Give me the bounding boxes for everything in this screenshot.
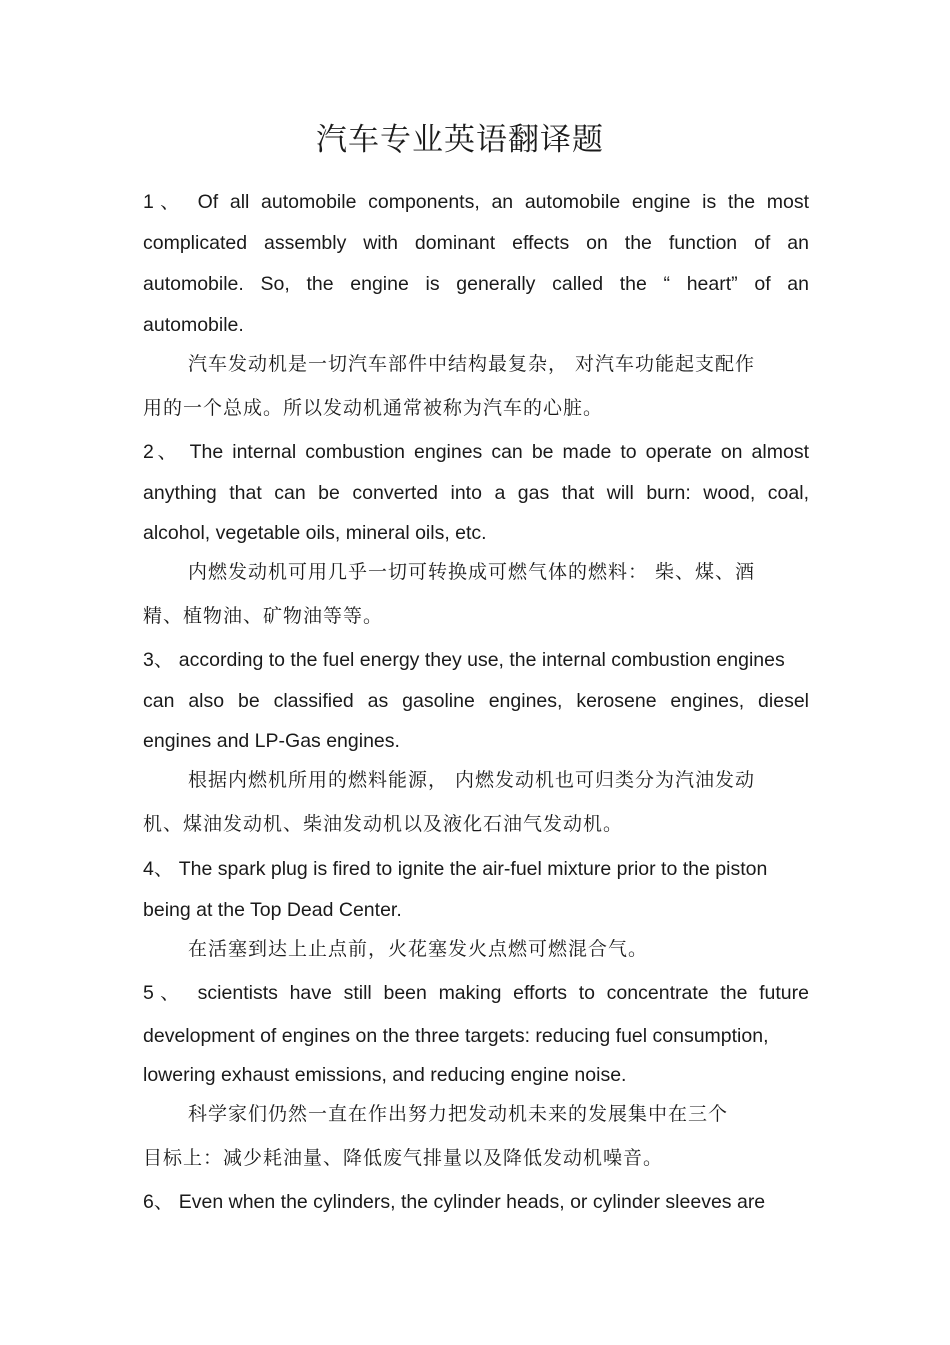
- item-3-english-line-1: 3、 according to the fuel energy they use, the internal combustion engines: [143, 649, 785, 671]
- item-6-english-line-1: 6、 Even when the cylinders, the cylinder heads, or cylinder sleeves are: [143, 1191, 766, 1213]
- item-5-english-line-1: 5、 scientists have still been making efforts to concentrate the future: [143, 982, 809, 1004]
- item-3-chinese-line-1: 根据内燃机所用的燃料能源， 内燃发动机也可归类分为汽油发动: [188, 769, 756, 791]
- item-2-english-line-3: alcohol, vegetable oils, mineral oils, etc.: [143, 522, 487, 544]
- item-5-english-line-2: development of engines on the three targets: reducing fuel consumption,: [143, 1025, 769, 1047]
- item-2-english-line-1: 2、 The internal combustion engines can be made to operate on almost: [143, 441, 809, 463]
- item-2-chinese-line-2: 精、植物油、矿物油等等。: [143, 605, 384, 627]
- item-1-english-line-4: automobile.: [143, 314, 244, 336]
- item-3-english-line-3: engines and LP-Gas engines.: [143, 730, 400, 752]
- item-4-english-line-1: 4、 The spark plug is fired to ignite the air-fuel mixture prior to the piston: [143, 858, 768, 880]
- item-4-chinese-line-1: 在活塞到达上止点前，火花塞发火点燃可燃混合气。: [188, 938, 649, 960]
- page-title: 汽车专业英语翻译题: [316, 122, 604, 158]
- item-5-chinese-line-1: 科学家们仍然一直在作出努力把发动机未来的发展集中在三个: [188, 1103, 729, 1125]
- item-1-english-line-1: 1、 Of all automobile components, an automobile engine is the most: [143, 191, 809, 213]
- item-1-chinese-line-1: 汽车发动机是一切汽车部件中结构最复杂， 对汽车功能起支配作: [188, 353, 756, 375]
- item-2-chinese-line-1: 内燃发动机可用几乎一切可转换成可燃气体的燃料： 柴、煤、酒: [188, 561, 756, 583]
- item-1-chinese-line-2: 用的一个总成。所以发动机通常被称为汽车的心脏。: [143, 397, 604, 419]
- item-1-english-line-3: automobile. So, the engine is generally called the “ heart” of an: [143, 273, 809, 295]
- item-2-english-line-2: anything that can be converted into a gas that will burn: wood, coal,: [143, 482, 809, 504]
- item-3-chinese-line-2: 机、煤油发动机、柴油发动机以及液化石油气发动机。: [143, 813, 624, 835]
- item-3-english-line-2: can also be classified as gasoline engines, kerosene engines, diesel: [143, 690, 809, 712]
- item-4-english-line-2: being at the Top Dead Center.: [143, 899, 402, 921]
- item-1-english-line-2: complicated assembly with dominant effects on the function of an: [143, 232, 809, 254]
- item-5-chinese-line-2: 目标上：减少耗油量、降低废气排量以及降低发动机噪音。: [143, 1147, 664, 1169]
- item-5-english-line-3: lowering exhaust emissions, and reducing engine noise.: [143, 1064, 627, 1086]
